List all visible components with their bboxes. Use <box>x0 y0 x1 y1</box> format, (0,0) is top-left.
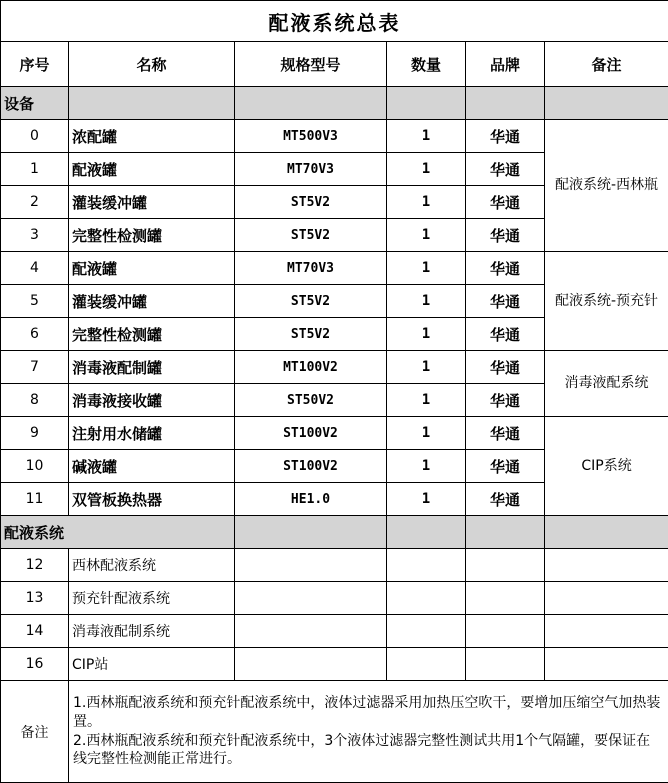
table-row <box>1 582 668 615</box>
notes-row <box>1 681 668 783</box>
table-row <box>1 417 668 450</box>
row-spec: ST5V2 <box>235 219 387 252</box>
row-qty: 1 <box>387 285 466 318</box>
row-name: 灌装缓冲罐 <box>69 186 235 219</box>
header-name: 名称 <box>69 42 235 87</box>
table-row <box>1 351 668 384</box>
table-row <box>1 648 668 681</box>
row-brand: 华通 <box>466 384 545 417</box>
table-row <box>1 252 668 285</box>
row-name: 完整性检测罐 <box>69 318 235 351</box>
row-qty: 1 <box>387 318 466 351</box>
remark-disinfectant-system: 消毒液配系统 <box>545 351 668 417</box>
row-no: 9 <box>1 417 69 450</box>
row-spec: ST5V2 <box>235 186 387 219</box>
note-1: 1.西林瓶配液系统和预充针配液系统中，液体过滤器采用加热压空吹干，要增加压缩空气加热装置。 <box>73 694 664 732</box>
row-name: 碱液罐 <box>69 450 235 483</box>
row-name: 灌装缓冲罐 <box>69 285 235 318</box>
row-name: 预充针配液系统 <box>69 582 235 615</box>
row-spec: HE1.0 <box>235 483 387 516</box>
header-brand: 品牌 <box>466 42 545 87</box>
row-brand: 华通 <box>466 450 545 483</box>
row-name: 西林配液系统 <box>69 549 235 582</box>
row-spec: MT100V2 <box>235 351 387 384</box>
row-spec: MT70V3 <box>235 153 387 186</box>
row-spec: MT500V3 <box>235 120 387 153</box>
row-qty: 1 <box>387 417 466 450</box>
row-name: 消毒液配制罐 <box>69 351 235 384</box>
row-brand: 华通 <box>466 417 545 450</box>
remark-cip-system: CIP系统 <box>545 417 668 516</box>
table-row <box>1 120 668 153</box>
row-brand: 华通 <box>466 351 545 384</box>
row-name: 完整性检测罐 <box>69 219 235 252</box>
remark-syringe-system: 配液系统-预充针 <box>545 252 668 351</box>
row-brand: 华通 <box>466 219 545 252</box>
row-no: 6 <box>1 318 69 351</box>
row-name: 消毒液接收罐 <box>69 384 235 417</box>
row-brand: 华通 <box>466 285 545 318</box>
row-brand: 华通 <box>466 483 545 516</box>
row-no: 7 <box>1 351 69 384</box>
row-qty: 1 <box>387 120 466 153</box>
section-row-equipment <box>1 87 668 120</box>
row-brand: 华通 <box>466 252 545 285</box>
notes-label: 备注 <box>1 681 69 783</box>
row-qty: 1 <box>387 252 466 285</box>
row-brand: 华通 <box>466 120 545 153</box>
table-row <box>1 549 668 582</box>
row-qty: 1 <box>387 186 466 219</box>
section-row-systems <box>1 516 668 549</box>
row-qty: 1 <box>387 351 466 384</box>
row-name: 双管板换热器 <box>69 483 235 516</box>
table-title: 配液系统总表 <box>1 1 668 42</box>
section-equipment-label: 设备 <box>1 87 69 120</box>
row-no: 3 <box>1 219 69 252</box>
row-no: 16 <box>1 648 69 681</box>
row-name: 消毒液配制系统 <box>69 615 235 648</box>
row-spec: ST5V2 <box>235 318 387 351</box>
note-2: 2.西林瓶配液系统和预充针配液系统中，3个液体过滤器完整性测试共用1个气隔罐，要保证在线完整性检测能正常进行。 <box>73 732 664 770</box>
row-name: 注射用水储罐 <box>69 417 235 450</box>
row-no: 11 <box>1 483 69 516</box>
row-brand: 华通 <box>466 153 545 186</box>
notes-cell <box>69 681 668 783</box>
row-qty: 1 <box>387 219 466 252</box>
row-no: 0 <box>1 120 69 153</box>
header-spec: 规格型号 <box>235 42 387 87</box>
row-no: 12 <box>1 549 69 582</box>
row-qty: 1 <box>387 450 466 483</box>
row-no: 13 <box>1 582 69 615</box>
row-qty: 1 <box>387 384 466 417</box>
row-no: 5 <box>1 285 69 318</box>
row-name: 配液罐 <box>69 153 235 186</box>
header-row <box>1 42 668 87</box>
row-no: 8 <box>1 384 69 417</box>
row-spec: ST5V2 <box>235 285 387 318</box>
row-no: 14 <box>1 615 69 648</box>
table-row <box>1 615 668 648</box>
row-brand: 华通 <box>466 318 545 351</box>
header-remark: 备注 <box>545 42 668 87</box>
row-spec: ST100V2 <box>235 417 387 450</box>
row-brand: 华通 <box>466 186 545 219</box>
section-systems-label: 配液系统 <box>1 516 235 549</box>
header-no: 序号 <box>1 42 69 87</box>
row-spec: ST100V2 <box>235 450 387 483</box>
row-no: 1 <box>1 153 69 186</box>
row-name: 配液罐 <box>69 252 235 285</box>
row-spec: MT70V3 <box>235 252 387 285</box>
row-qty: 1 <box>387 153 466 186</box>
row-qty: 1 <box>387 483 466 516</box>
row-name: 浓配罐 <box>69 120 235 153</box>
row-no: 10 <box>1 450 69 483</box>
row-no: 2 <box>1 186 69 219</box>
row-name: CIP站 <box>69 648 235 681</box>
row-no: 4 <box>1 252 69 285</box>
remark-vial-system: 配液系统-西林瓶 <box>545 120 668 252</box>
header-qty: 数量 <box>387 42 466 87</box>
row-spec: ST50V2 <box>235 384 387 417</box>
